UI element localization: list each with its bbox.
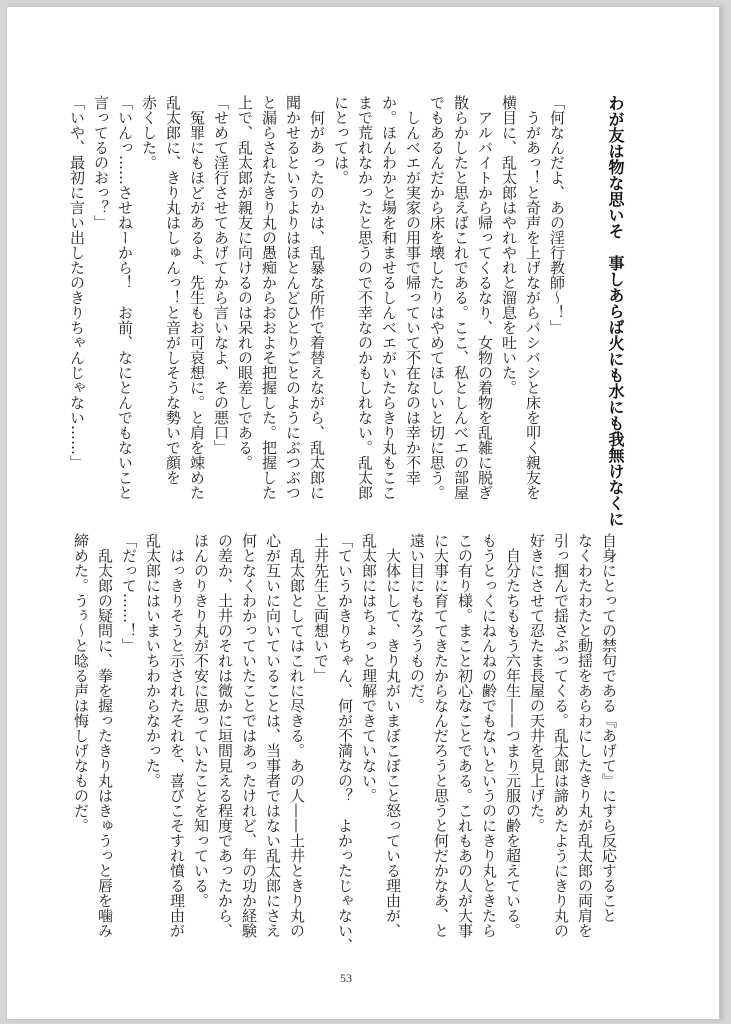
text-column: か。ほんわかと場を和ませるしんべエがいたらきり丸もここ [380,95,398,500]
text-column: でもあるんだから床を壊したりはやめてほしいと切に思う。 [428,95,446,500]
text-column: 何となくわかっていたことではあったけれど、年の功か経験 [240,533,258,938]
text-column: 「いんっ……させねーから！ お前、なにとんでもないこと [116,95,134,500]
text-column: 遠い目にもなろうものだ。 [408,533,426,713]
text-column: 自身にとっての禁句である『あげて』にすら反応すること [600,533,618,923]
text-column: 締めた。うぅ〜と唸る声は悔しげなものだ。 [72,533,90,833]
text-column: にとっては。 [332,95,350,185]
text-column: 「せめて淫行させてあげてから言いなよ、その悪口」 [212,95,230,455]
text-column: ほんのりきり丸が不安に思っていたことを知っている。 [192,533,210,908]
text-column: 言ってるのおっ？」 [92,95,110,230]
text-column: この有り様。まこと初心なことである。これもあの人が大事 [456,533,474,938]
text-column: 聞かせるというよりはほとんどひとりごとのようにぶつぶつ [284,95,302,500]
text-column: に大事に育ててきたからなんだろうと思うと何だかなあ、と [432,533,450,938]
text-column: まで荒れなかったと思うので不幸なのかもしれない。乱太郎 [356,95,374,500]
text-column: 「だって……！」 [120,533,138,653]
text-column: 大体にして、きり丸がいまぼこぼこと怒っている理由が、 [384,533,402,938]
text-column: 散らかしたと思えばこれである。ここ、私としんべエの部屋 [452,95,470,500]
text-column: 好きにさせて忍たま長屋の天井を見上げた。 [528,533,546,833]
text-column: 「いや、最初に言い出したのきりちゃんじゃない……」 [68,95,86,470]
text-column: 横目に、乱太郎はやれやれと溜息を吐いた。 [500,95,518,395]
text-column: 何があったのかは、乱暴な所作で着替えながら、乱太郎に [308,95,326,500]
text-column: 「ていうかきりちゃん、何が不満なの？ よかったじゃない、 [336,533,354,953]
text-column: 心が互いに向いていることは、当事者ではない乱太郎にさえ [264,533,282,938]
text-column: 乱太郎にはちょっと理解できていない。 [360,533,378,803]
upper-text-block [65,95,569,500]
page-number: 53 [340,971,352,985]
text-column: 乱太郎としてはこれに尽きる。あの人——土井ときり丸の [288,533,306,938]
text-column: 赤くした。 [140,95,158,170]
text-column: 乱太郎にはいまいちわからなかった。 [144,533,162,788]
text-column: と漏らされたきり丸の愚痴からおおよそ把握した。把握した [260,95,278,500]
text-column: 乱太郎の疑問に、拳を握ったきり丸はきゅうっと唇を噛み [96,533,114,938]
text-column: 上で、乱太郎が親友に向けるのは呆れの眼差しである。 [236,95,254,470]
text-column: 「何なんだよ、あの淫行教師〜！」 [548,95,566,335]
book-page [6,6,720,1020]
text-column: 冤罪にもほどがあるよ、先生もお可哀想に。と肩を竦めた [188,95,206,500]
text-column: うがあっ！と奇声を上げながらバシバシと床を叩く親友を [524,95,542,500]
lower-text-block [69,533,621,953]
text-column: の差か、土井のそれは微かに垣間見える程度であったから、 [216,533,234,938]
text-column: はっきりそうと示されたそれを、喜びこそすれ憤る理由が [168,533,186,938]
text-column: 引っ掴んで揺さぶってくる。乱太郎は諦めたようにきり丸の [552,533,570,938]
text-column: もうとっくにねんねの齢でもないというのにきり丸ときたら [480,533,498,938]
text-column: アルバイトから帰ってくるなり、女物の着物を乱雑に脱ぎ [476,95,494,500]
text-column: 乱太郎に、きり丸はしゅんっ！と音がしそうな勢いで顔を [164,95,182,485]
text-column: なくわたわたと動揺をあらわにしたきり丸が乱太郎の両肩を [576,533,594,938]
text-column: 自分たちももう六年生——つまり元服の齢を超えている。 [504,533,522,938]
chapter-title: わが友は物な思いそ 事しあらば火にも水にも我無けなくに [606,95,625,527]
text-column: 土井先生と両想いで」 [312,533,330,683]
text-column: しんべエが実家の用事で帰っていて不在なのは幸か不幸 [404,95,422,485]
